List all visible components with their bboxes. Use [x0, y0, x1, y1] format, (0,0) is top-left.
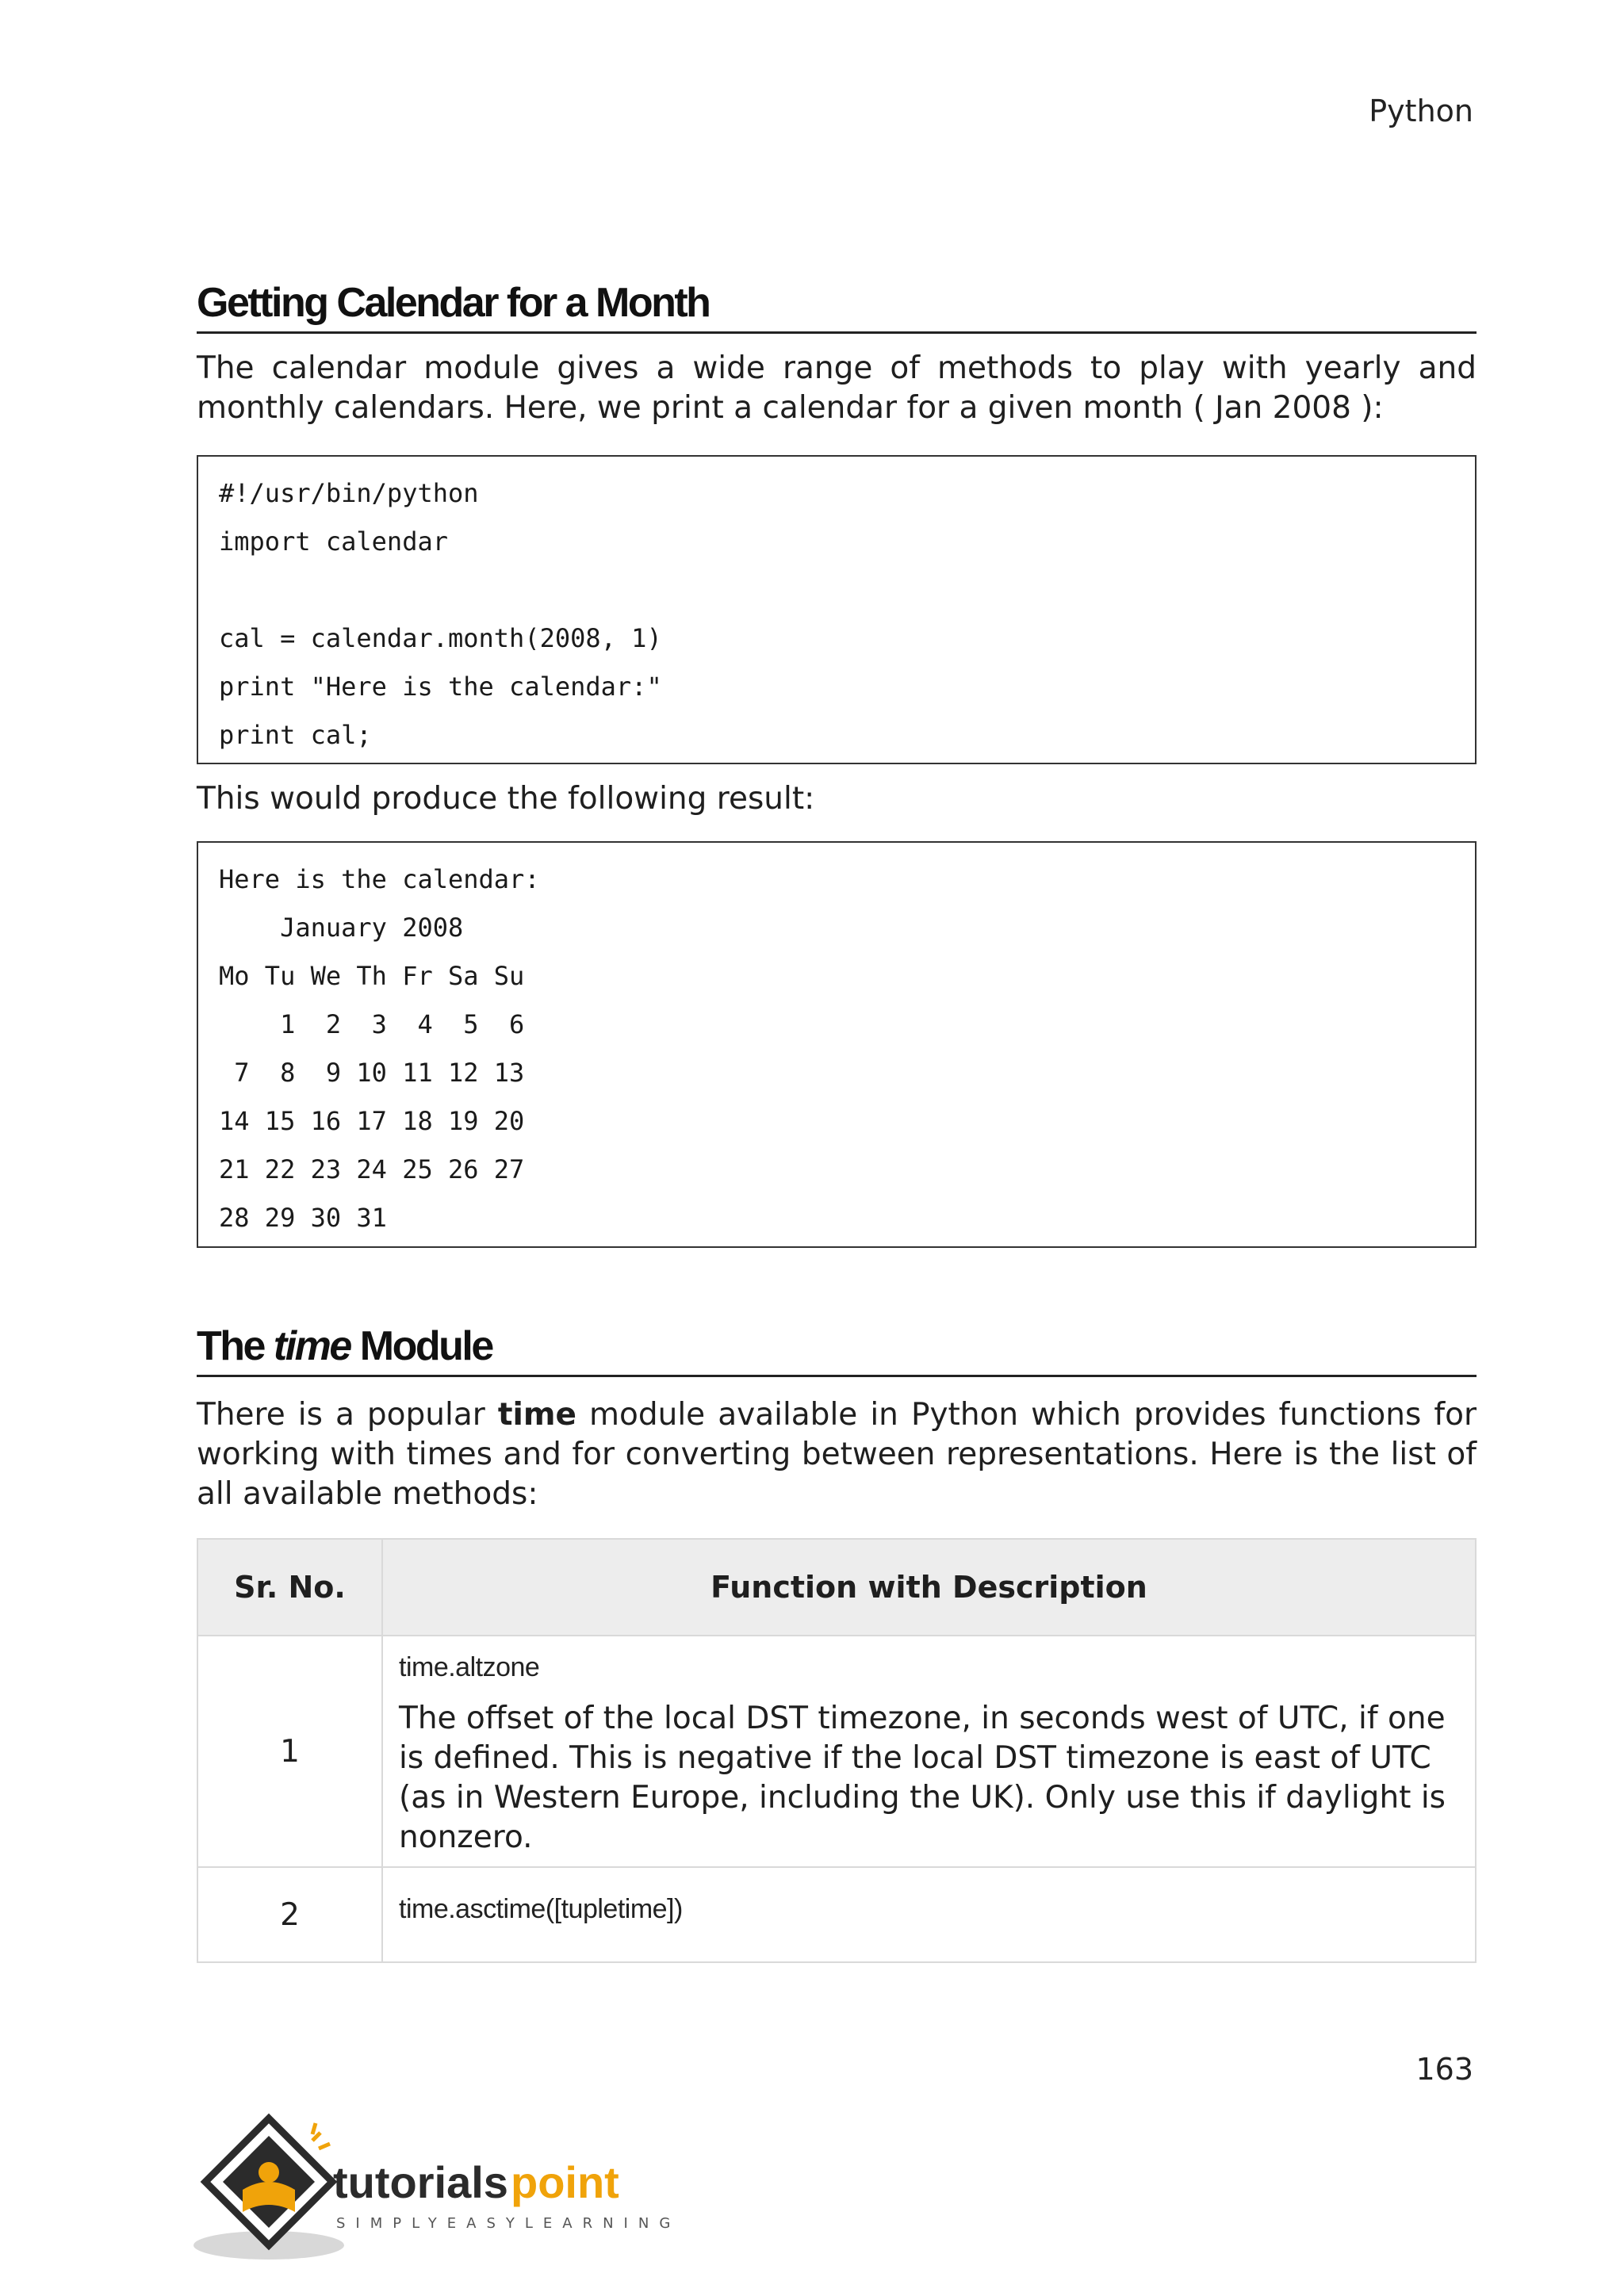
section-title — [197, 1322, 1477, 1377]
intro-part: module available in Python which provides functions for working with times and for converting between representations. Here is the list of all available methods: — [197, 1397, 1477, 1512]
output-line: Here is the calendar: — [219, 864, 540, 894]
tutorialspoint-logo — [193, 2109, 685, 2267]
title-emphasis: time — [273, 1323, 350, 1369]
svg-text:SIMPLYEASYLEARNING: SIMPLYEASYLEARNING — [336, 2215, 681, 2232]
code-block — [197, 455, 1477, 764]
svg-text:point: point — [511, 2157, 619, 2207]
svg-text:tutorials: tutorials — [333, 2157, 508, 2207]
time-intro-paragraph — [197, 1395, 1477, 1514]
section-calendar — [197, 279, 1477, 334]
row-description — [382, 1867, 1476, 1962]
table-row — [197, 1867, 1476, 1962]
code-line: #!/usr/bin/python — [219, 478, 479, 508]
header-function: Function with Description — [382, 1539, 1476, 1636]
section-title: Getting Calendar for a Month — [197, 279, 1477, 334]
code-line: import calendar — [219, 526, 448, 557]
code-line: print cal; — [219, 720, 372, 750]
row-number: 1 — [197, 1636, 382, 1867]
output-line: 7 8 9 10 11 12 13 — [219, 1058, 525, 1088]
header-sr-no: Sr. No. — [197, 1539, 382, 1636]
intro-part: There is a popular — [197, 1397, 498, 1433]
function-description: The offset of the local DST timezone, in seconds west of UTC, if one is defined. This is negative if the local DST timezone is east of UTC (as in Western Europe, including the UK). Only use this if daylight is nonzero. — [399, 1701, 1446, 1855]
page-number: 163 — [1415, 2052, 1473, 2087]
code-line — [219, 566, 1454, 614]
logo-icon — [193, 2109, 685, 2267]
intro-text: The calendar module gives a wide range of methods to play with yearly and monthly calendars. Here, we print a calendar for a given month ( Jan 2008 ): — [197, 350, 1477, 426]
functions-table-wrap — [197, 1538, 1477, 1963]
result-intro — [197, 779, 1477, 819]
function-name: time.altzone — [399, 1652, 540, 1682]
code-line: print "Here is the calendar:" — [219, 672, 662, 702]
title-prefix: The — [197, 1323, 274, 1369]
running-header: Python — [1369, 94, 1473, 128]
output-line: 14 15 16 17 18 19 20 — [219, 1106, 525, 1136]
row-description — [382, 1636, 1476, 1867]
output-line: 28 29 30 31 — [219, 1203, 387, 1233]
table-row — [197, 1636, 1476, 1867]
output-line: 1 2 3 4 5 6 — [219, 1009, 525, 1039]
code-line: cal = calendar.month(2008, 1) — [219, 623, 662, 653]
table-header-row — [197, 1539, 1476, 1636]
output-line: 21 22 23 24 25 26 27 — [219, 1154, 525, 1184]
title-suffix: Module — [350, 1323, 492, 1369]
result-intro-text: This would produce the following result: — [197, 781, 815, 817]
functions-table — [197, 1538, 1477, 1963]
row-number: 2 — [197, 1867, 382, 1962]
function-name: time.asctime([tupletime]) — [399, 1893, 683, 1924]
intro-bold: time — [497, 1397, 576, 1433]
intro-paragraph — [197, 349, 1477, 428]
output-line: January 2008 — [219, 913, 464, 943]
time-intro-text — [197, 1395, 1477, 1514]
output-block — [197, 841, 1477, 1248]
output-line: Mo Tu We Th Fr Sa Su — [219, 961, 525, 991]
section-time-module — [197, 1322, 1477, 1377]
